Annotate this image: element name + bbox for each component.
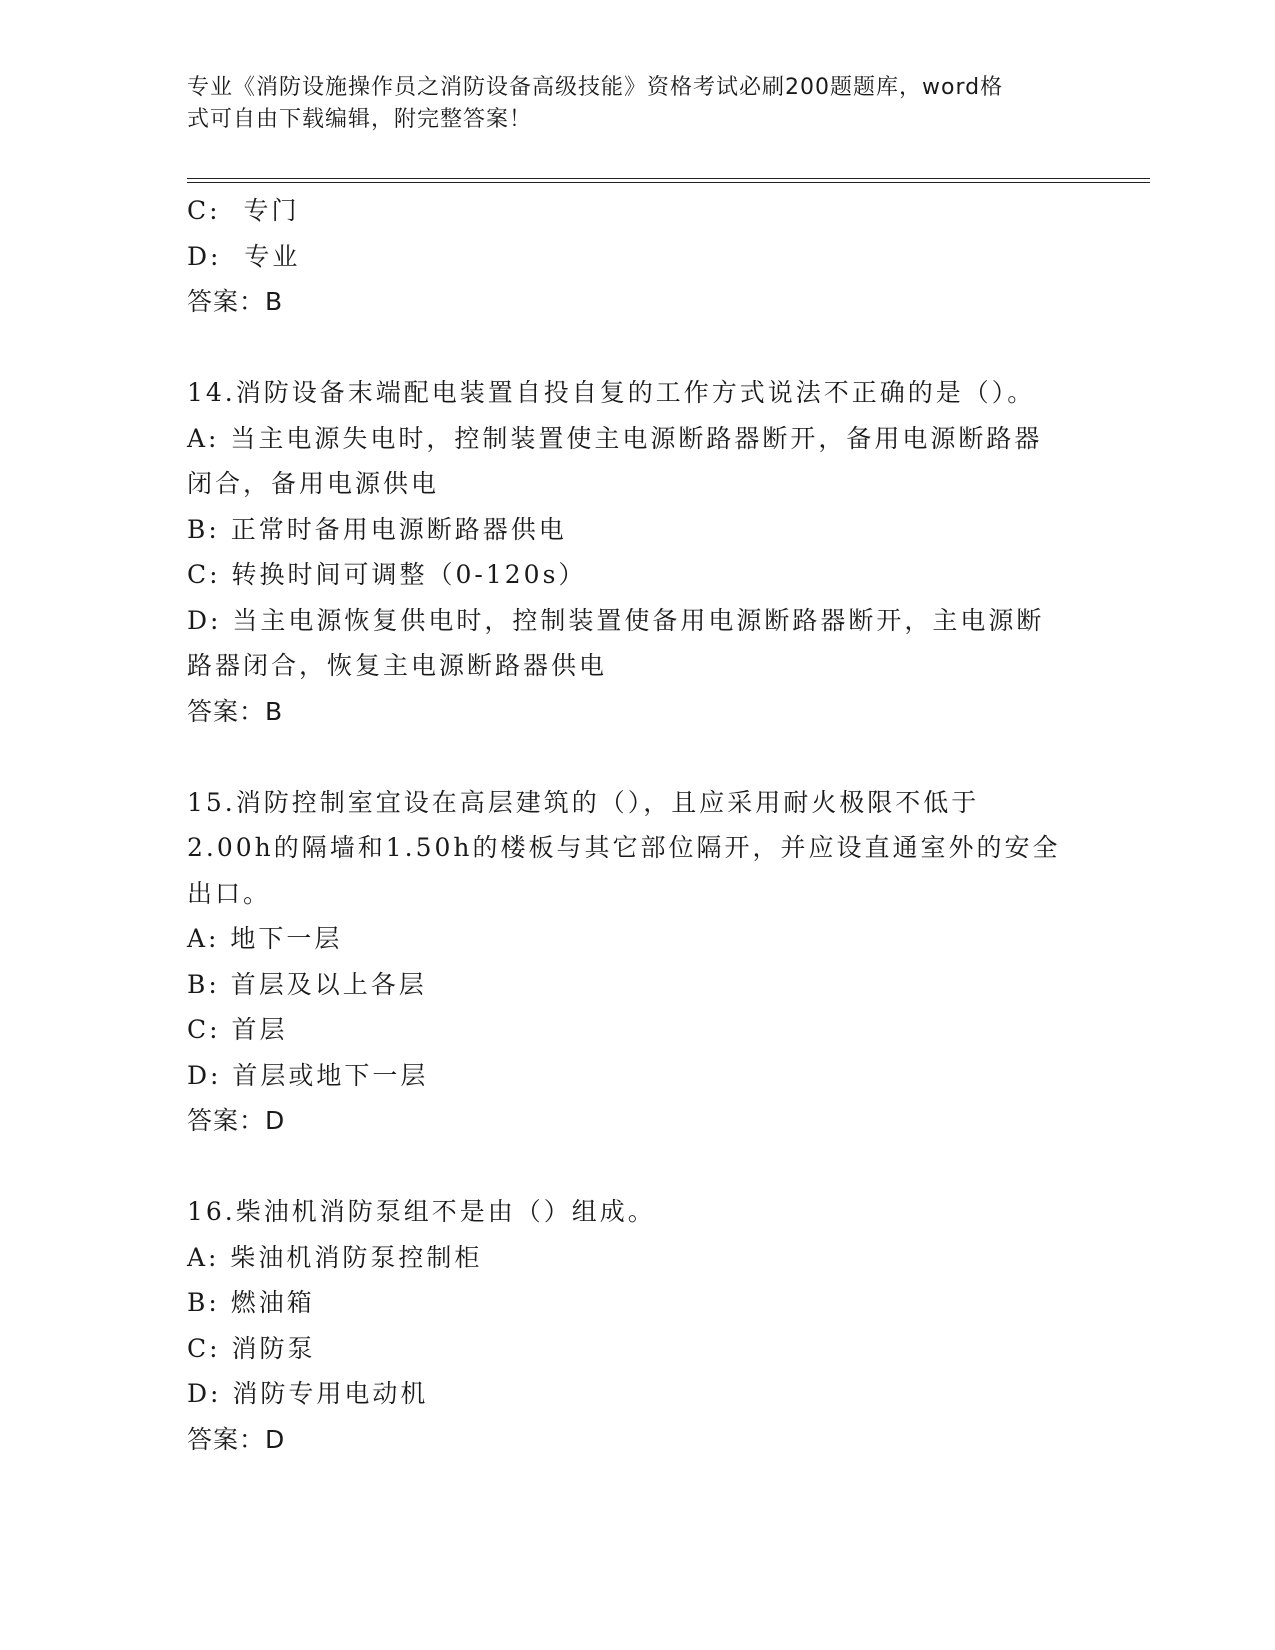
option-text: 专门 — [243, 196, 300, 225]
answer-line: 答案：D — [187, 1106, 286, 1135]
answer-line: 答案：B — [187, 287, 284, 316]
page-header — [187, 72, 1067, 136]
option-b: B: 燃油箱 — [187, 1288, 315, 1317]
option-b: B: 正常时备用电源断路器供电 — [187, 514, 567, 544]
option-c: C: 转换时间可调整（0-120s） — [187, 560, 587, 589]
option-a-line-1: A: 当主电源失电时，控制装置使主电源断路器断开，备用电源断路器 — [187, 423, 1043, 453]
question-stem: 16.柴油机消防泵组不是由（）组成。 — [187, 1197, 656, 1226]
question-stem-line-2: 2.00h的隔墙和1.50h的楼板与其它部位隔开，并应设直通室外的安全 — [187, 833, 1061, 862]
header-line-2: 式可自由下载编辑，附完整答案！ — [187, 107, 533, 132]
question-stem: 14.消防设备末端配电装置自投自复的工作方式说法不正确的是（）。 — [187, 378, 1036, 407]
header-divider — [187, 178, 1150, 183]
option-text: 专业 — [244, 241, 301, 271]
option-letter: C: — [187, 196, 221, 225]
prev-question-tail — [187, 188, 1087, 325]
option-a-line-2: 闭合，备用电源供电 — [187, 469, 440, 498]
option-b: B: 首层及以上各层 — [187, 969, 427, 999]
option-c — [187, 188, 1087, 234]
option-d-line-2: 路器闭合，恢复主电源断路器供电 — [187, 651, 608, 680]
option-d-line-1: D: 当主电源恢复供电时，控制装置使备用电源断路器断开，主电源断 — [187, 605, 1045, 635]
question-stem-line-1: 15.消防控制室宜设在高层建筑的（），且应采用耐火极限不低于 — [187, 787, 980, 817]
option-d: D: 首层或地下一层 — [187, 1060, 429, 1090]
option-d — [187, 234, 1087, 280]
option-c: C: 消防泵 — [187, 1333, 316, 1363]
question-14 — [187, 370, 1087, 734]
answer-line: 答案：B — [187, 696, 284, 726]
option-d: D: 消防专用电动机 — [187, 1379, 429, 1408]
option-letter: D: — [187, 241, 222, 271]
spacer — [187, 325, 1087, 371]
question-15 — [187, 780, 1087, 1144]
question-16 — [187, 1189, 1087, 1462]
question-stem-line-3: 出口。 — [187, 878, 272, 908]
spacer — [187, 734, 1087, 780]
option-a: A: 地下一层 — [187, 924, 343, 953]
document-body — [187, 188, 1087, 1462]
option-a: A: 柴油机消防泵控制柜 — [187, 1242, 483, 1272]
answer-line: 答案：D — [187, 1424, 286, 1454]
spacer — [187, 1144, 1087, 1190]
option-c: C: 首层 — [187, 1015, 288, 1044]
header-line-1: 专业《消防设施操作员之消防设备高级技能》资格考试必刷200题题库，word格 — [187, 75, 1004, 100]
